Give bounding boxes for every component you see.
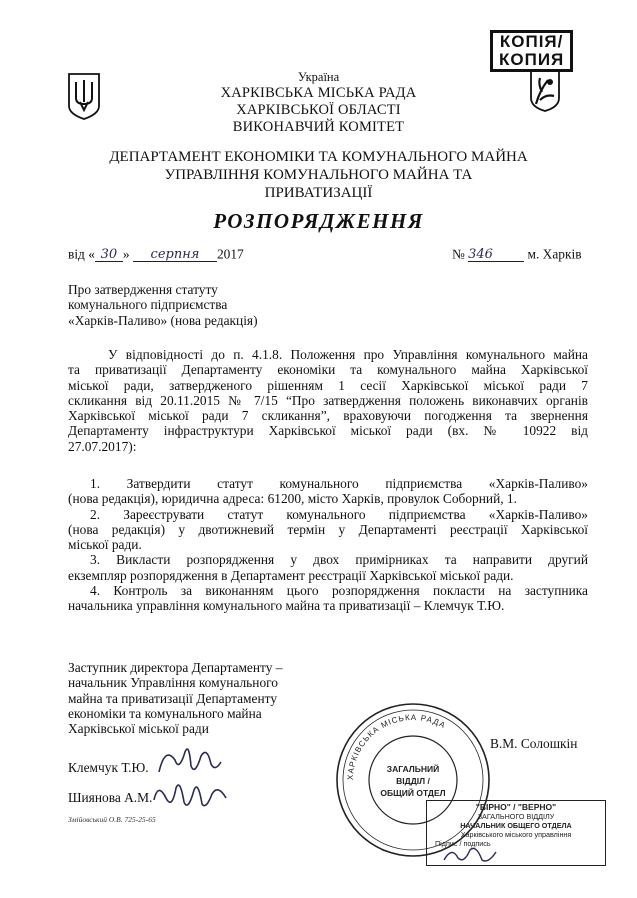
date-day: 30: [100, 247, 118, 262]
order-item: [68, 583, 588, 614]
seal-center-line3: ОБЩИЙ ОТДЕЛ: [380, 788, 446, 798]
verification-signature-label: Підпис / подпись: [435, 839, 491, 848]
item-line: міської ради.: [68, 537, 142, 553]
seal-center-line2: ВІДДІЛ /: [396, 776, 430, 786]
seal-ring-text: ХАРКІВСЬКА МІСЬКА РАДА: [345, 712, 448, 781]
preamble-line: міської ради, затвердженого рішенням 1 сесії Харківської міської ради 7: [68, 377, 588, 393]
document-number: 346: [468, 247, 493, 262]
item-line: 1. Затвердити статут комунального підприємства «Харків-Паливо»: [90, 476, 588, 491]
signatory-title-line: майна та приватизації Департаменту: [68, 690, 278, 706]
header-directorate: УПРАВЛІННЯ КОМУНАЛЬНОГО МАЙНА ТА: [164, 167, 473, 183]
date-year: 2017: [216, 246, 244, 262]
item-line: екземпляр розпорядження в Департамент реєстрації Харківської міської ради.: [68, 567, 514, 583]
number-label: №: [452, 246, 465, 262]
item-line: 3. Викласти розпорядження у двох примірниках та направити другий: [90, 552, 588, 568]
header-council: ХАРКІВСЬКА МІСЬКА РАДА: [220, 85, 417, 101]
executor-note: Змійовський О.В. 725-25-65: [68, 815, 156, 824]
header-region: ХАРКІВСЬКОЇ ОБЛАСТІ: [236, 102, 401, 118]
date-month: серпня: [150, 247, 200, 262]
signatory-name: В.М. Солошкін: [490, 736, 578, 751]
approval-second: Шиянова А.М.: [68, 790, 153, 805]
copy-stamp: [490, 30, 573, 72]
preamble: [68, 347, 588, 454]
date-number-line: [68, 246, 588, 264]
order-items: [68, 476, 588, 614]
signatory-title-line: економіки та комунального майна: [68, 705, 262, 721]
date-prefix: від «: [68, 246, 95, 262]
preamble-line: 27.07.2017):: [68, 438, 137, 454]
header-country: Україна: [297, 70, 340, 84]
item-line: 2. Зареєструвати статут комунального підприємства «Харків-Паливо»: [90, 506, 588, 522]
signatory-title-line: Харківської міської ради: [68, 721, 209, 737]
approval-first: Клемчук Т.Ю.: [68, 760, 149, 775]
copy-stamp-line1: КОПІЯ/: [499, 32, 564, 51]
preamble-line: скликання від 20.11.2015 № 7/15 “Про затвердження положень виконавчих органів: [68, 392, 588, 408]
item-line: 4. Контроль за виконанням цього розпорядження покласти на заступника: [90, 583, 588, 599]
preamble-line: та приватизації Департаменту економіки та комунального майна Харківської: [68, 362, 588, 378]
item-line: (нова редакція) у двотижневий термін у Департаменті реєстрації Харківської: [68, 521, 588, 537]
verification-line: НАЧАЛЬНИК ОБЩЕГО ОТДЕЛА: [460, 821, 572, 830]
verification-line: ЗАГАЛЬНОГО ВІДДІЛУ: [477, 812, 555, 821]
order-item: [68, 507, 588, 553]
subject-line: «Харків-Паливо» (нова редакція): [68, 312, 258, 328]
subject-line: комунального підприємства: [68, 297, 228, 313]
signature-shyianova-icon: [150, 776, 230, 816]
order-item: [68, 552, 588, 583]
preamble-line: У відповідності до п. 4.1.8. Положення про Управління комунального майна: [108, 347, 588, 362]
subject-block: [68, 282, 328, 328]
signatory-title-line: Заступник директора Департаменту –: [68, 660, 283, 675]
order-item: [68, 476, 588, 507]
header-directorate-cont: ПРИВАТИЗАЦІЇ: [264, 185, 373, 201]
signatory-title: [68, 660, 328, 736]
document-title: РОЗПОРЯДЖЕННЯ: [213, 209, 424, 233]
seal-center-line1: ЗАГАЛЬНИЙ: [386, 764, 440, 774]
city: м. Харків: [527, 246, 582, 262]
header-committee: ВИКОНАВЧИЙ КОМІТЕТ: [232, 119, 405, 135]
copy-stamp-line2: КОПИЯ: [499, 50, 565, 69]
preamble-line: Харківської міської ради 7 скликання”, враховуючи погодження та звернення: [68, 408, 588, 424]
preamble-line: Департаменту інфраструктури Харківської міської ради (вх. № 10922 від: [68, 423, 588, 439]
verification-title: "ВІРНО" / "ВЕРНО": [475, 802, 557, 812]
verification-stamp: [426, 800, 606, 866]
header-department: ДЕПАРТАМЕНТ ЕКОНОМІКИ ТА КОМУНАЛЬНОГО МАЙНА: [109, 149, 528, 165]
subject-line: Про затвердження статуту: [68, 282, 218, 297]
date-mid: »: [122, 246, 130, 262]
verification-line: Харківського міського управління: [460, 830, 572, 839]
item-line: начальника управління комунального майна та приватизації – Клемчук Т.Ю.: [68, 598, 505, 614]
signatory-title-line: начальник Управління комунального: [68, 675, 279, 691]
item-line: (нова редакція), юридична адреса: 61200, місто Харків, провулок Соборний, 1.: [68, 491, 517, 507]
